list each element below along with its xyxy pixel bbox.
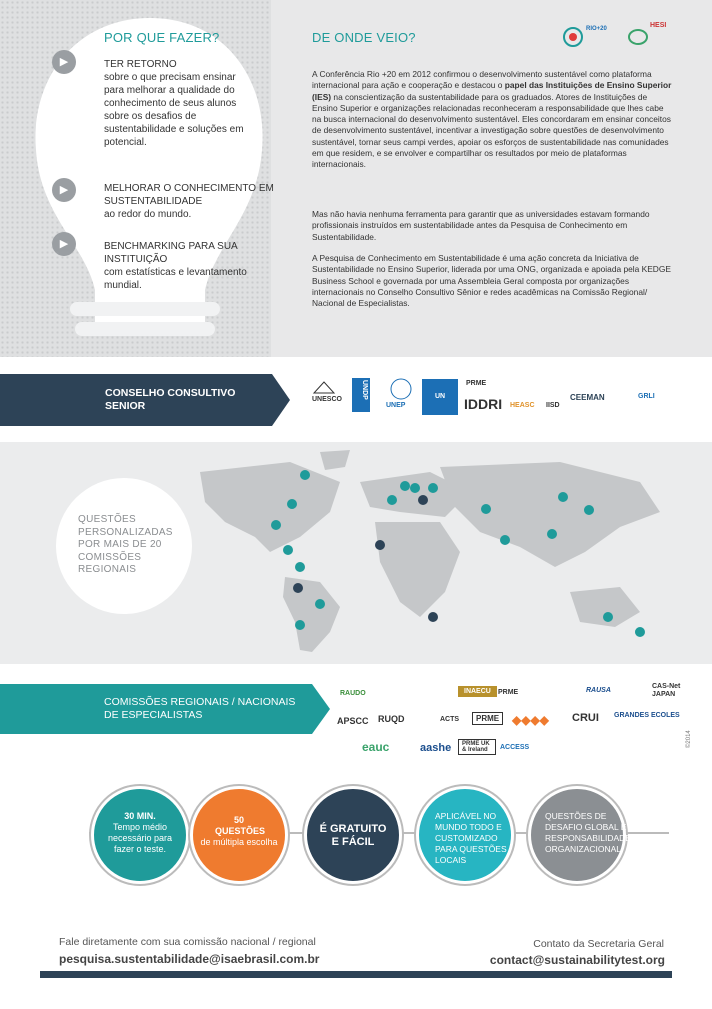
rausa-logo: RAUSA <box>586 687 611 694</box>
regional-label: COMISSÕES REGIONAIS / NACIONAIS DE ESPECIALISTAS <box>104 696 296 721</box>
raudo-logo: RAUDO <box>340 690 366 697</box>
unep-logo <box>386 378 416 409</box>
advisory-banner <box>0 374 272 426</box>
feature-circle-challenge <box>528 786 631 884</box>
un-logo: UN <box>422 379 458 415</box>
iddri-logo: IDDRI <box>464 396 503 412</box>
unep-logo-text: UNEP <box>386 402 406 409</box>
prme-uk-logo: PRME UK & Ireland <box>458 739 496 755</box>
why-item-text: com estatísticas e levantamento mundial. <box>104 267 247 291</box>
why-item-caps: BENCHMARKING PARA SUA INSTITUIÇÃO <box>104 241 238 265</box>
footer-left-email[interactable]: pesquisa.sustentabilidade@isaebrasil.com.br <box>59 952 320 966</box>
hesi-logo <box>628 22 672 48</box>
why-item-caps: MELHORAR O CONHECIMENTO EM SUSTENTABILIDADE <box>104 183 274 207</box>
grli-logo: GRLI <box>638 393 655 400</box>
feature-time-bold: 30 MIN. <box>124 811 156 821</box>
prme-mena-logo: PRME <box>472 712 503 725</box>
footer-left-label: Fale diretamente com sua comissão nacional / regional <box>59 936 316 948</box>
orange-network-logo: ◆◆◆◆ <box>512 713 549 727</box>
unesco-logo-text: UNESCO <box>312 396 342 403</box>
feature-circle-questions <box>190 786 288 884</box>
heasc-logo: HEASC <box>510 402 535 409</box>
why-item-text: ao redor do mundo. <box>104 209 192 220</box>
rio20-logo <box>562 24 606 50</box>
arrow-right-icon: ▶ <box>52 50 76 74</box>
why-item-caps: TER RETORNO <box>104 59 177 70</box>
advisory-label: CONSELHO CONSULTIVO SENIOR <box>105 387 236 412</box>
feature-challenge-text: QUESTÕES DE DESAFIO GLOBAL E RESPONSABILIDADE ORGANIZACIONAL <box>545 811 631 854</box>
eauc-logo: eauc <box>362 740 390 754</box>
arrow-right-icon: ▶ <box>52 178 76 202</box>
hesi-logo-text: HESI <box>650 22 667 29</box>
crui-logo: CRUI <box>572 712 599 724</box>
where-paragraph-3: A Pesquisa de Conhecimento em Sustentabilidade é uma ação concreta da Iniciativa de Sustentabilidade no Ensino Superior, liderada por uma ONG, organizada e apoiada pela KEDGE Business School e governada por uma Assembleia Geral composta por organizações internacionais no Conselho Consultivo Sênior e redes acadêmicas na Comissão Regional/ Nacional de Especialistas. <box>312 253 671 309</box>
footer-right-label: Contato da Secretaria Geral <box>533 938 664 950</box>
feature-questions-bold: 50 QUESTÕES <box>215 815 266 836</box>
ceeman-logo: CEEMAN <box>570 393 605 402</box>
where-p1-bold: papel das Instituições de Ensino Superior (IES) <box>312 80 672 102</box>
acts-logo: ACTS <box>440 716 460 723</box>
grandes-ecoles-logo: GRANDES ECOLES <box>614 712 680 719</box>
where-title: DE ONDE VEIO? <box>312 30 416 45</box>
casnet-logo: CAS-Net JAPAN <box>652 683 681 698</box>
feature-global-text: APLICÁVEL NO MUNDO TODO E CUSTOMIZADO PARA QUESTÕES LOCAIS <box>435 811 507 865</box>
footer-right-email[interactable]: contact@sustainabilitytest.org <box>489 953 665 967</box>
footer-bar <box>40 971 672 978</box>
where-p1b: na conscientização da sustentabilidade para os graduados. Atores de Instituições de Ensino Superior e organizações relacionadas reconheceram a responsabilidade que lhes cabe na busca internacional do desenvolvimento sustentável. Eles concordaram em ensinar conceitos de desenvolvimento sustentável, incentivar a investigação sobre questões de desenvolvimento sustentável, tornar seus campi verdes, apoiar os esforços de sustentabilidade nas comunidades em que residem, e se envolver e compartilhar os resultados por meio de plataformas internacionais. <box>312 91 671 170</box>
regional-banner <box>0 684 312 734</box>
why-item-text: sobre o que precisam ensinar para melhorar a qualidade do conhecimento de seus alunos sobre os desafios de sustentabilidade e soluções em potencial. <box>104 72 244 148</box>
where-paragraph-1 <box>312 69 674 171</box>
feature-circle-free <box>304 786 402 884</box>
prme-logo <box>466 380 486 387</box>
iisd-logo: IISD <box>546 402 560 409</box>
access-logo: ACCESS <box>500 744 530 751</box>
credit: ©2014 <box>686 730 692 748</box>
prme-logo-text: PRME <box>466 380 487 387</box>
where-p1a: A Conferência Rio +20 em 2012 confirmou o desenvolvimento sustentável como plataforma internacional para ação e cooperação e destacou o <box>312 69 652 91</box>
why-item <box>104 182 279 221</box>
arrow-right-icon: ▶ <box>52 232 76 256</box>
feature-circle-global <box>416 786 514 884</box>
inaecu-logo: INAECU <box>458 686 497 697</box>
regional-questions-text: QUESTÕES PERSONALIZADAS POR MAIS DE 20 COMISSÕES REGIONAIS <box>78 514 173 575</box>
apscc-logo: APSCC <box>337 716 369 726</box>
feature-time-text: Tempo médio necessário para fazer o teste. <box>107 822 173 854</box>
regional-questions-circle <box>56 478 192 614</box>
ruqd-logo: RUQD <box>378 714 405 724</box>
rio20-logo-text: RIO+20 <box>586 26 607 32</box>
prme-logo: PRME <box>498 689 519 696</box>
where-paragraph-2: Mas não havia nenhuma ferramenta para garantir que as universidades estavam formando profissionais instruídos em sustentabilidade antes da Pesquisa de Conhecimento em Sustentabilidade. <box>312 209 650 242</box>
lightbulb-icon <box>0 0 271 357</box>
aashe-logo: aashe <box>420 742 452 754</box>
feature-questions-text: de múltipla escolha <box>200 837 278 847</box>
feature-circle-time <box>91 786 189 884</box>
why-title: POR QUE FAZER? <box>104 30 220 45</box>
undp-logo: UNDP <box>352 378 370 412</box>
feature-free-bold: É GRATUITO E FÁCIL <box>319 823 387 848</box>
unesco-logo <box>312 380 342 403</box>
why-item <box>104 240 264 292</box>
why-item <box>104 58 254 149</box>
